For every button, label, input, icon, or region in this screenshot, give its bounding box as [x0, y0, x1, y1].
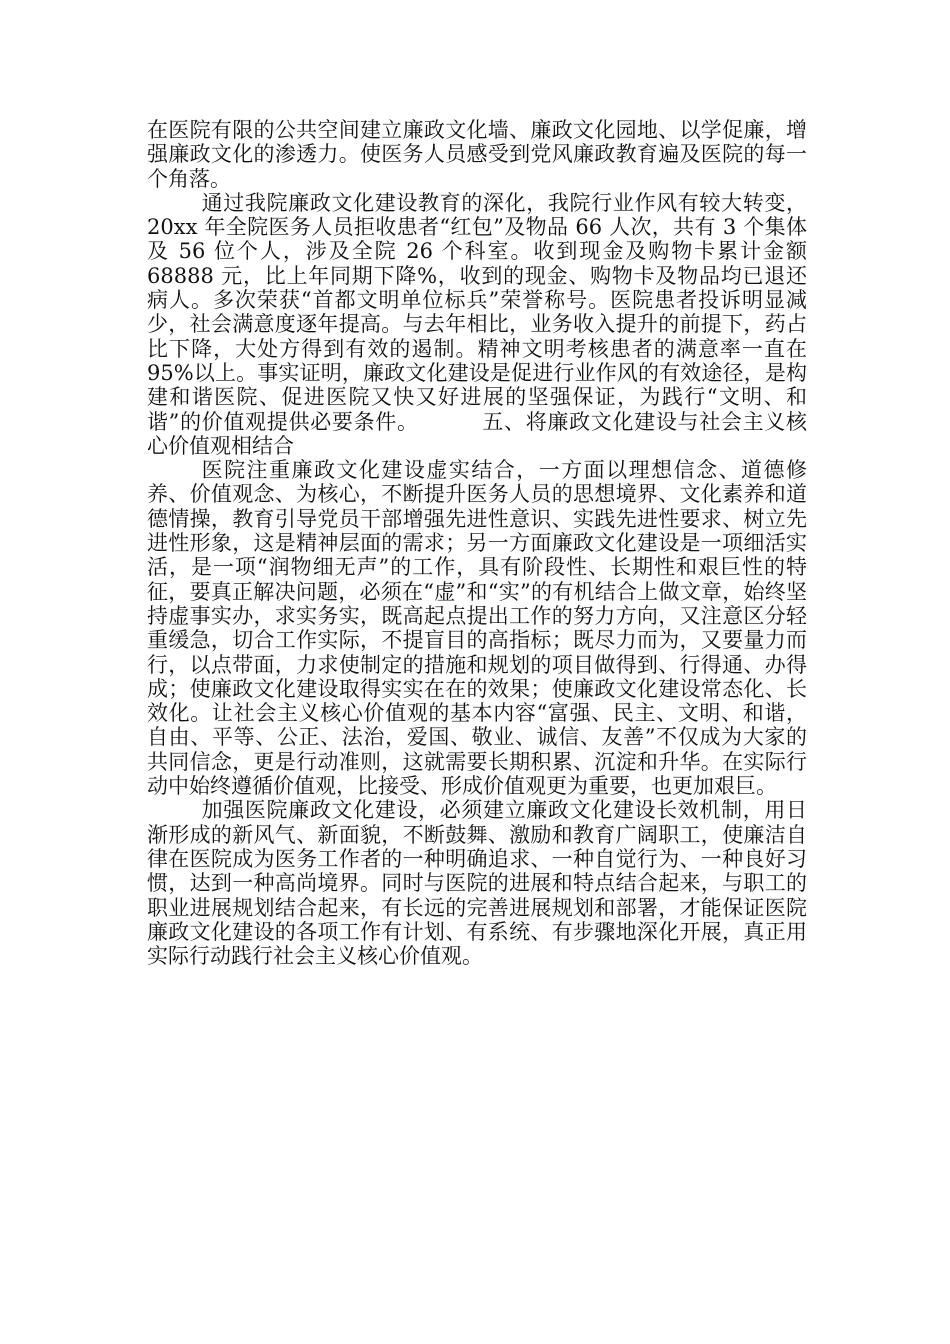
paragraph-core-values: [147, 458, 807, 798]
paragraph-results: [147, 191, 807, 458]
paragraph-long-term-mechanism: [147, 798, 807, 968]
paragraph-text: 通过我院廉政文化建设教育的深化，我院行业作风有较大转变，20xx 年全院医务人员拒收患者“红包”及物品 66 人次，共有 3 个集体及 56 位个人，涉及全院 26 个科室。收到现金及购物卡累计金额 68888 元，比上年同期下降%，收到的现金、购物卡及物品均已退还病人。多次荣获“首都文明单位标兵”荣誉称号。医院患者投诉明显减少，社会满意度逐年提高。与去年相比，业务收入提升的前提下，药占比下降，大处方得到有效的遏制。精神文明考核患者的满意率一直在 95%以上。事实证明，廉政文化建设是促进行业作风的有效途径，是构建和谐医院、促进医院又快又好进展的坚强保证，为践行“文明、和谐”的价值观提供必要条件。: [147, 190, 807, 434]
paragraph-public-space: [147, 118, 807, 191]
paragraph-text: 在医院有限的公共空间建立廉政文化墙、廉政文化园地、以学促廉，增强廉政文化的渗透力。使医务人员感受到党风廉政教育遍及医院的每一个角落。: [147, 118, 807, 191]
paragraph-text: 加强医院廉政文化建设，必须建立廉政文化建设长效机制，用日渐形成的新风气、新面貌，不断鼓舞、激励和教育广阔职工，使廉洁自律在医院成为医务工作者的一种明确追求、一种自觉行为、一种良好习惯，达到一种高尚境界。同时与医院的进展和特点结合起来，与职工的职业进展规划结合起来，有长远的完善进展规划和部署，才能保证医院廉政文化建设的各项工作有计划、有系统、有步骤地深化开展，真正用实际行动践行社会主义核心价值观。: [147, 798, 807, 969]
section-heading: 五、将廉政文化建设与社会主义核心价值观相结合: [147, 409, 807, 458]
paragraph-text: 医院注重廉政文化建设虚实结合，一方面以理想信念、道德修养、价值观念、为核心，不断提升医务人员的思想境界、文化素养和道德情操，教育引导党员干部增强先进性意识、实践先进性要求、树立先进性形象，这是精神层面的需求；另一方面廉政文化建设是一项细活实活，是一项“润物细无声”的工作，具有阶段性、长期性和艰巨性的特征，要真正解决问题，必须在“虚”和“实”的有机结合上做文章，始终坚持虚事实办，求实务实，既高起点提出工作的努力方向，又注意区分轻重缓急，切合工作实际，不提盲目的高指标；既尽力而为，又要量力而行，以点带面，力求使制定的措施和规划的项目做得到、行得通、办得成；使廉政文化建设取得实实在在的效果；使廉政文化建设常态化、长效化。让社会主义核心价值观的基本内容“富强、民主、文明、和谐，自由、平等、公正、法治，爱国、敬业、诚信、友善”不仅成为大家的共同信念，更是行动准则，这就需要长期积累、沉淀和升华。在实际行动中始终遵循价值观，比接受、形成价值观更为重要，也更加艰巨。: [147, 458, 807, 799]
document-body: [147, 118, 807, 968]
